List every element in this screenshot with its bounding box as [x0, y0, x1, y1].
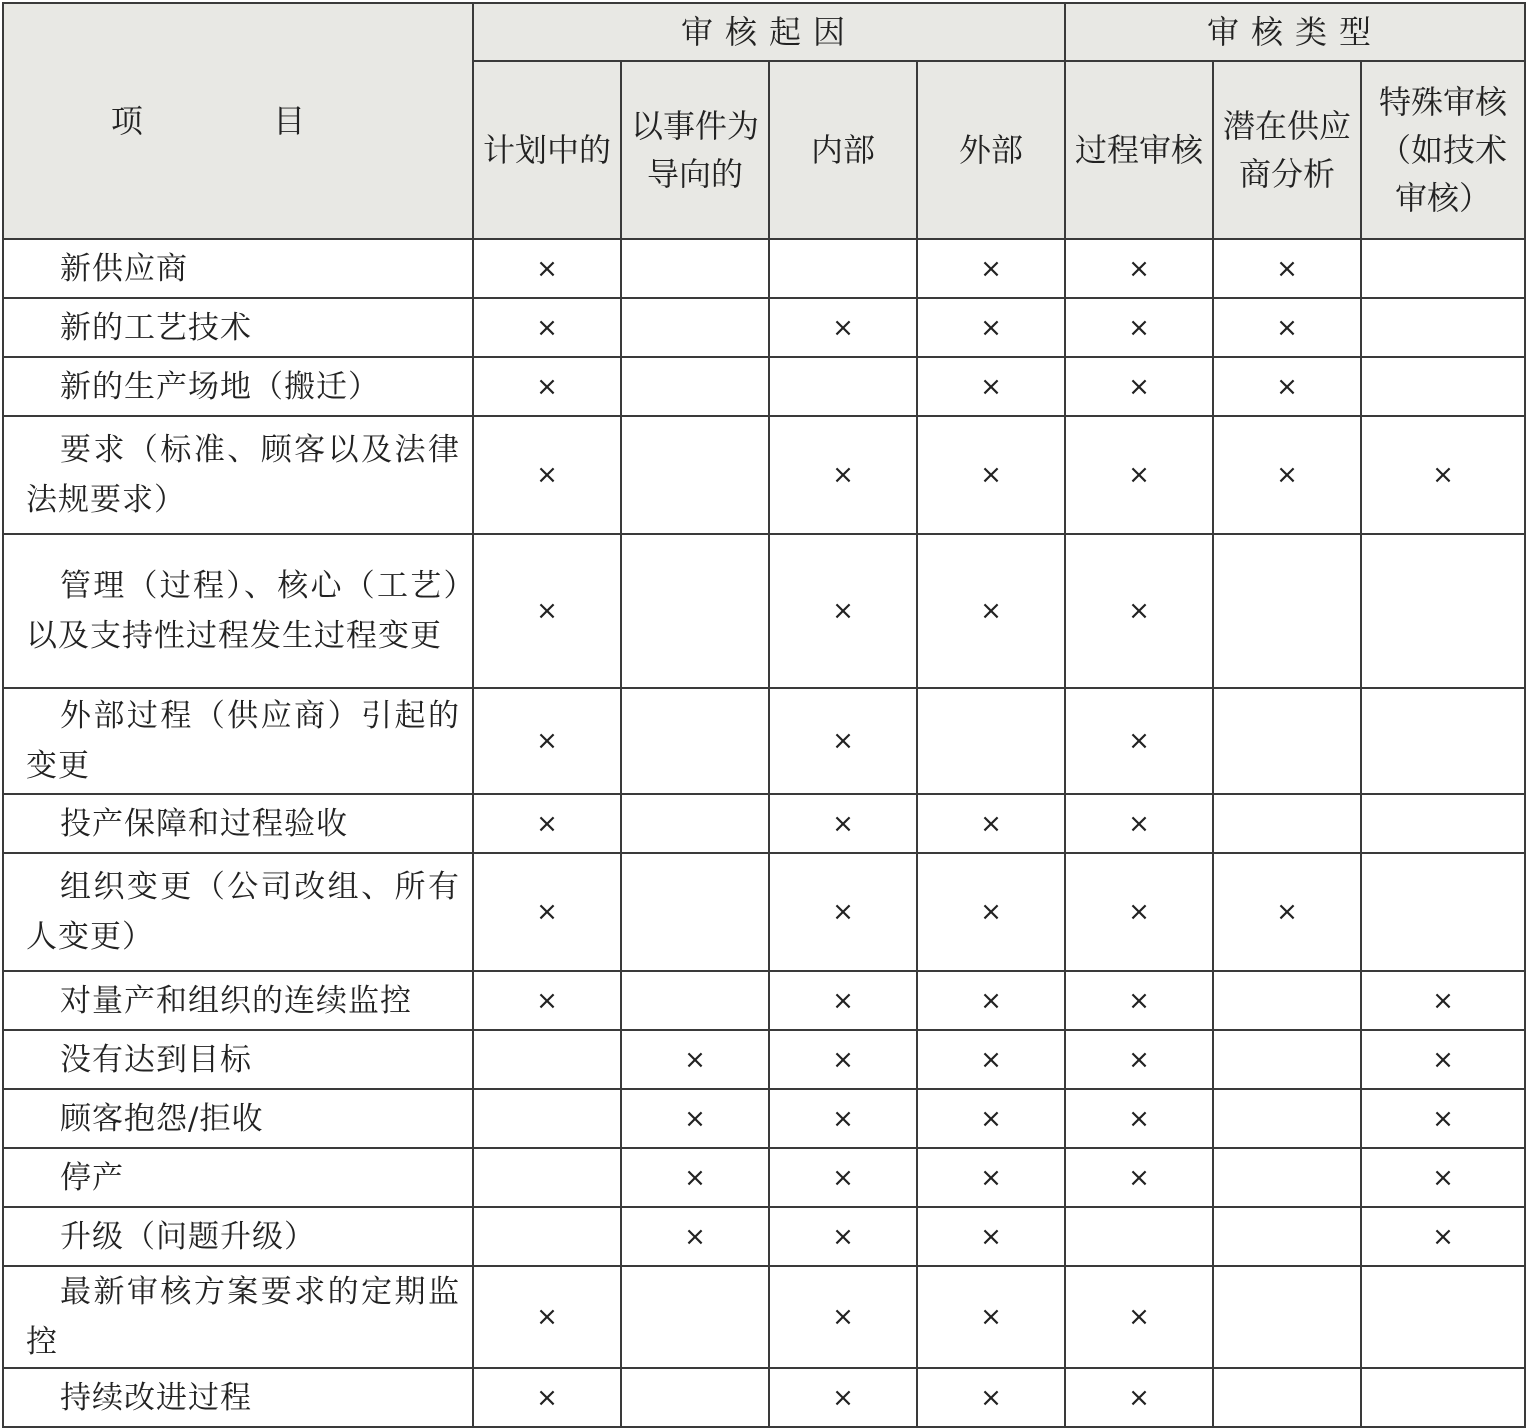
empty-cell: [1361, 1266, 1525, 1368]
check-mark-cell: ×: [917, 853, 1065, 971]
check-mark-cell: ×: [1361, 1207, 1525, 1266]
check-mark-cell: ×: [1065, 1368, 1213, 1427]
table-row: [3, 688, 1525, 794]
row-label: 投产保障和过程验收: [3, 794, 473, 853]
check-mark-cell: ×: [1213, 298, 1361, 357]
check-mark-cell: ×: [917, 1148, 1065, 1207]
check-mark-cell: ×: [769, 1207, 917, 1266]
empty-cell: [621, 416, 769, 534]
check-mark-cell: ×: [769, 1266, 917, 1368]
column-header-4: 外部: [917, 61, 1065, 239]
empty-cell: [1361, 853, 1525, 971]
check-mark-cell: ×: [1065, 1089, 1213, 1148]
column-header-1: 计划中的: [473, 61, 621, 239]
check-mark-cell: ×: [1065, 1030, 1213, 1089]
table-row: [3, 1030, 1525, 1089]
check-mark-cell: ×: [769, 416, 917, 534]
check-mark-cell: ×: [1361, 1148, 1525, 1207]
check-mark-cell: ×: [473, 298, 621, 357]
check-mark-cell: ×: [473, 1368, 621, 1427]
table-row: [3, 1368, 1525, 1427]
empty-cell: [621, 357, 769, 416]
check-mark-cell: ×: [917, 1207, 1065, 1266]
empty-cell: [917, 688, 1065, 794]
item-column-header: 项 目: [3, 3, 473, 239]
check-mark-cell: ×: [621, 1030, 769, 1089]
empty-cell: [621, 1266, 769, 1368]
empty-cell: [473, 1089, 621, 1148]
empty-cell: [473, 1207, 621, 1266]
column-header-7: 特殊审核（如技术审核）: [1361, 61, 1525, 239]
empty-cell: [1361, 688, 1525, 794]
check-mark-cell: ×: [917, 239, 1065, 298]
table-row: [3, 1266, 1525, 1368]
empty-cell: [769, 357, 917, 416]
empty-cell: [1361, 1368, 1525, 1427]
check-mark-cell: ×: [1065, 239, 1213, 298]
table-row: [3, 1207, 1525, 1266]
check-mark-cell: ×: [917, 1368, 1065, 1427]
check-mark-cell: ×: [769, 853, 917, 971]
check-mark-cell: ×: [769, 1368, 917, 1427]
empty-cell: [621, 794, 769, 853]
empty-cell: [1361, 239, 1525, 298]
row-label: 新供应商: [3, 239, 473, 298]
empty-cell: [621, 853, 769, 971]
empty-cell: [1213, 1148, 1361, 1207]
check-mark-cell: ×: [769, 1030, 917, 1089]
empty-cell: [621, 971, 769, 1030]
check-mark-cell: ×: [473, 239, 621, 298]
column-header-2: 以事件为导向的: [621, 61, 769, 239]
empty-cell: [1213, 1030, 1361, 1089]
check-mark-cell: ×: [1065, 688, 1213, 794]
check-mark-cell: ×: [1065, 298, 1213, 357]
check-mark-cell: ×: [1361, 971, 1525, 1030]
check-mark-cell: ×: [769, 1148, 917, 1207]
check-mark-cell: ×: [917, 534, 1065, 688]
check-mark-cell: ×: [473, 794, 621, 853]
check-mark-cell: ×: [917, 416, 1065, 534]
empty-cell: [1213, 1368, 1361, 1427]
check-mark-cell: ×: [917, 794, 1065, 853]
check-mark-cell: ×: [1213, 357, 1361, 416]
table-row: [3, 534, 1525, 688]
check-mark-cell: ×: [473, 1266, 621, 1368]
check-mark-cell: ×: [1065, 357, 1213, 416]
check-mark-cell: ×: [1213, 853, 1361, 971]
check-mark-cell: ×: [769, 298, 917, 357]
table-row: [3, 971, 1525, 1030]
table-row: [3, 239, 1525, 298]
row-label: 持续改进过程: [3, 1368, 473, 1427]
empty-cell: [621, 688, 769, 794]
check-mark-cell: ×: [769, 794, 917, 853]
table-row: [3, 357, 1525, 416]
row-label: 外部过程（供应商）引起的变更: [3, 688, 473, 794]
table-row: [3, 1148, 1525, 1207]
empty-cell: [1213, 1089, 1361, 1148]
empty-cell: [1213, 1266, 1361, 1368]
check-mark-cell: ×: [917, 1266, 1065, 1368]
check-mark-cell: ×: [473, 971, 621, 1030]
row-label: 组织变更（公司改组、所有人变更）: [3, 853, 473, 971]
empty-cell: [473, 1030, 621, 1089]
row-label: 停产: [3, 1148, 473, 1207]
empty-cell: [1213, 971, 1361, 1030]
column-header-6: 潜在供应商分析: [1213, 61, 1361, 239]
check-mark-cell: ×: [1361, 1089, 1525, 1148]
row-label: 新的生产场地（搬迁）: [3, 357, 473, 416]
table-row: [3, 794, 1525, 853]
check-mark-cell: ×: [621, 1089, 769, 1148]
table-row: [3, 298, 1525, 357]
table-body: [3, 239, 1525, 1427]
check-mark-cell: ×: [769, 688, 917, 794]
empty-cell: [769, 239, 917, 298]
check-mark-cell: ×: [1361, 1030, 1525, 1089]
table-row: [3, 416, 1525, 534]
row-label: 没有达到目标: [3, 1030, 473, 1089]
check-mark-cell: ×: [769, 971, 917, 1030]
row-label: 升级（问题升级）: [3, 1207, 473, 1266]
check-mark-cell: ×: [473, 416, 621, 534]
empty-cell: [621, 239, 769, 298]
empty-cell: [621, 1368, 769, 1427]
check-mark-cell: ×: [917, 971, 1065, 1030]
audit-type-group-header: 审核类型: [1065, 3, 1525, 61]
check-mark-cell: ×: [473, 534, 621, 688]
check-mark-cell: ×: [917, 298, 1065, 357]
empty-cell: [1361, 794, 1525, 853]
empty-cell: [1361, 357, 1525, 416]
check-mark-cell: ×: [1361, 416, 1525, 534]
check-mark-cell: ×: [1065, 853, 1213, 971]
check-mark-cell: ×: [621, 1148, 769, 1207]
audit-cause-group-header: 审核起因: [473, 3, 1065, 61]
empty-cell: [1361, 298, 1525, 357]
column-header-5: 过程审核: [1065, 61, 1213, 239]
empty-cell: [1213, 794, 1361, 853]
check-mark-cell: ×: [917, 1089, 1065, 1148]
check-mark-cell: ×: [917, 1030, 1065, 1089]
check-mark-cell: ×: [473, 357, 621, 416]
check-mark-cell: ×: [1213, 416, 1361, 534]
row-label: 最新审核方案要求的定期监控: [3, 1266, 473, 1368]
empty-cell: [1213, 534, 1361, 688]
empty-cell: [621, 534, 769, 688]
empty-cell: [1361, 534, 1525, 688]
row-label: 新的工艺技术: [3, 298, 473, 357]
check-mark-cell: ×: [1065, 534, 1213, 688]
empty-cell: [621, 298, 769, 357]
empty-cell: [1065, 1207, 1213, 1266]
check-mark-cell: ×: [1213, 239, 1361, 298]
empty-cell: [1213, 688, 1361, 794]
row-label: 对量产和组织的连续监控: [3, 971, 473, 1030]
check-mark-cell: ×: [769, 1089, 917, 1148]
empty-cell: [1213, 1207, 1361, 1266]
row-label: 要求（标准、顾客以及法律法规要求）: [3, 416, 473, 534]
row-label: 管理（过程）、核心（工艺）以及支持性过程发生过程变更: [3, 534, 473, 688]
check-mark-cell: ×: [473, 688, 621, 794]
check-mark-cell: ×: [1065, 1148, 1213, 1207]
check-mark-cell: ×: [473, 853, 621, 971]
check-mark-cell: ×: [769, 534, 917, 688]
table-row: [3, 1089, 1525, 1148]
table-row: [3, 853, 1525, 971]
check-mark-cell: ×: [1065, 971, 1213, 1030]
column-header-3: 内部: [769, 61, 917, 239]
empty-cell: [473, 1148, 621, 1207]
check-mark-cell: ×: [917, 357, 1065, 416]
check-mark-cell: ×: [1065, 1266, 1213, 1368]
table-header: [3, 3, 1525, 239]
check-mark-cell: ×: [1065, 416, 1213, 534]
check-mark-cell: ×: [1065, 794, 1213, 853]
check-mark-cell: ×: [621, 1207, 769, 1266]
audit-matrix-table: [2, 2, 1526, 1428]
row-label: 顾客抱怨/拒收: [3, 1089, 473, 1148]
